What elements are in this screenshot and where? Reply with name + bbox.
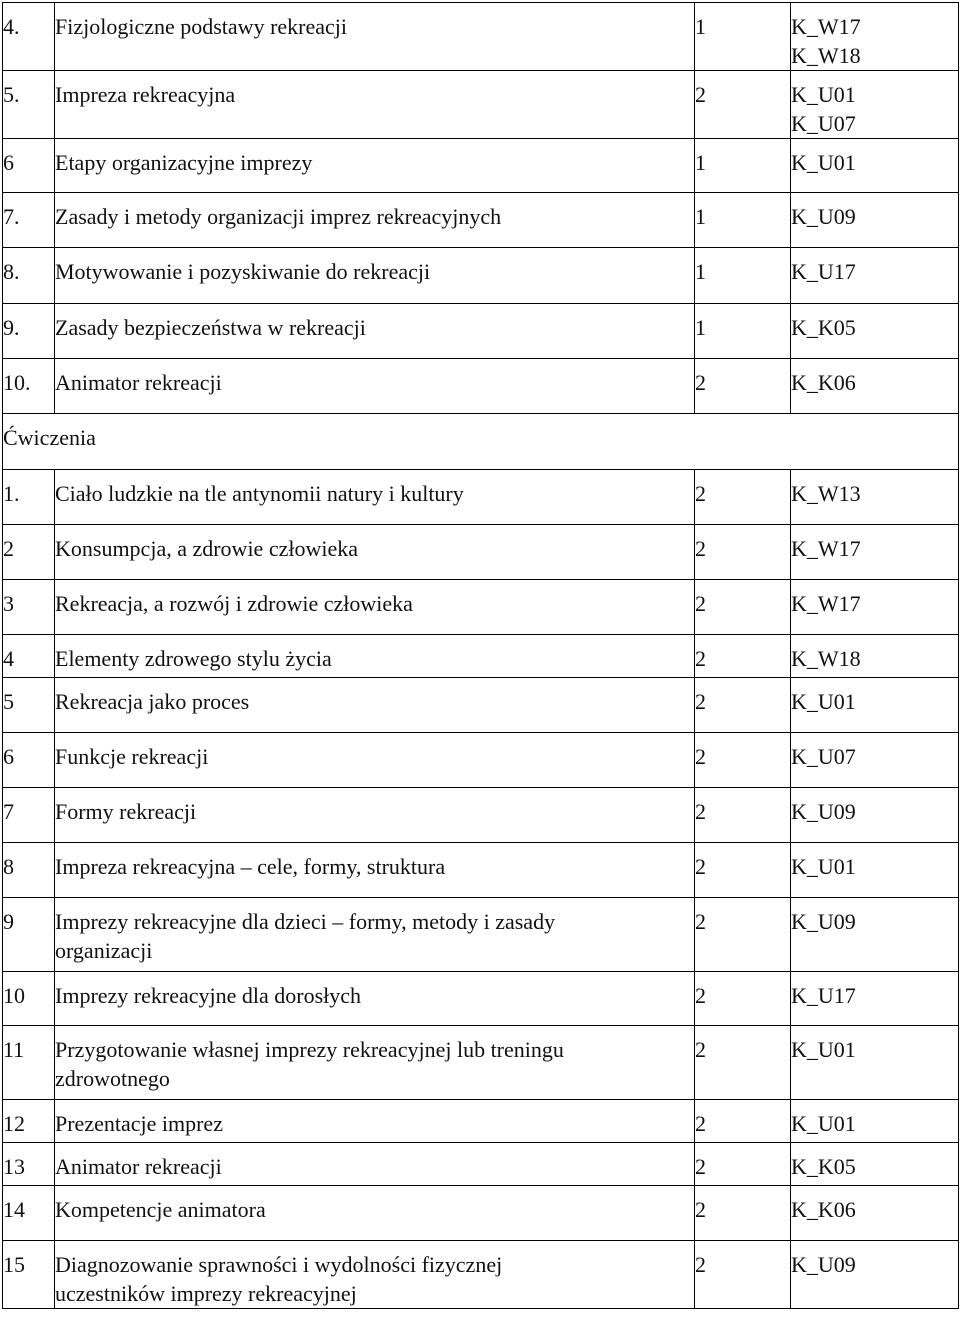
row-topic [55,1026,695,1100]
row-codes [791,678,959,733]
row-codes [791,788,959,843]
row-topic [55,972,695,1026]
section-heading [3,414,959,470]
row-codes [791,248,959,304]
row-hours-text: 2 [695,854,706,879]
row-codes-line: K_U01 [791,854,856,879]
table-row [3,359,959,414]
row-topic [55,1143,695,1186]
table-row [3,972,959,1026]
row-hours-text: 2 [695,1154,706,1179]
row-hours [695,1186,791,1241]
table-row [3,580,959,635]
table-row [3,788,959,843]
row-topic-line: Etapy organizacyjne imprezy [55,150,313,175]
row-codes [791,1186,959,1241]
row-hours [695,1026,791,1100]
table-row [3,1100,959,1143]
row-topic [55,3,695,71]
row-number-text: 12 [3,1111,25,1136]
row-topic-line: Przygotowanie własnej imprezy rekreacyjnej lub treningu [55,1037,564,1062]
row-topic-line: Zasady i metody organizacji imprez rekreacyjnych [55,204,502,229]
row-codes-line: K_U17 [791,259,856,284]
row-codes-line: K_U17 [791,983,856,1008]
row-number-text: 8. [3,259,20,284]
row-number [3,359,55,414]
row-number [3,1143,55,1186]
table-row [3,843,959,898]
row-codes [791,304,959,359]
row-hours-text: 2 [695,983,706,1008]
row-number-text: 7. [3,204,20,229]
row-codes [791,525,959,580]
row-number-text: 6 [3,150,14,175]
row-hours [695,139,791,193]
row-hours [695,1241,791,1309]
row-topic-line: Diagnozowanie sprawności i wydolności fizycznej [55,1252,503,1277]
row-number-text: 14 [3,1197,25,1222]
row-number [3,972,55,1026]
row-codes [791,3,959,71]
row-codes-line: K_U07 [791,744,856,769]
row-codes-line: K_U01 [791,689,856,714]
row-hours-text: 1 [695,204,706,229]
row-number-text: 8 [3,854,14,879]
row-topic-line: Rekreacja jako proces [55,689,250,714]
row-hours [695,3,791,71]
row-number [3,3,55,71]
row-number [3,1100,55,1143]
row-topic-line: zdrowotnego [55,1066,170,1091]
row-number-text: 13 [3,1154,25,1179]
row-hours [695,71,791,139]
row-hours [695,525,791,580]
row-number-text: 3 [3,591,14,616]
row-topic-line: Prezentacje imprez [55,1111,223,1136]
row-codes-line: K_U09 [791,1252,856,1277]
row-topic [55,788,695,843]
row-hours [695,898,791,972]
table-row [3,3,959,71]
row-codes [791,139,959,193]
row-topic-line: Funkcje rekreacji [55,744,209,769]
row-topic [55,1100,695,1143]
section-row [3,414,959,470]
table-row [3,139,959,193]
row-codes-line: K_U01 [791,82,856,107]
row-codes [791,359,959,414]
table-row [3,525,959,580]
row-number-text: 4 [3,646,14,671]
row-hours-text: 1 [695,259,706,284]
row-number-text: 7 [3,799,14,824]
table-row [3,678,959,733]
row-hours [695,193,791,248]
row-number [3,580,55,635]
row-hours-text: 2 [695,1111,706,1136]
row-hours-text: 2 [695,1037,706,1062]
row-codes [791,733,959,788]
program-table-body [3,3,959,1309]
row-codes-line: K_W17 [791,14,861,39]
row-topic [55,470,695,525]
row-number [3,139,55,193]
row-hours [695,972,791,1026]
row-codes-line: K_W18 [791,646,861,671]
row-codes [791,1100,959,1143]
row-topic-line: Animator rekreacji [55,370,222,395]
row-number [3,1241,55,1309]
row-topic [55,359,695,414]
row-topic [55,580,695,635]
row-codes-line: K_U01 [791,1037,856,1062]
row-hours [695,843,791,898]
row-number [3,635,55,678]
row-topic [55,733,695,788]
row-number [3,678,55,733]
table-row [3,71,959,139]
row-topic [55,843,695,898]
table-row [3,1026,959,1100]
row-codes-line: K_W13 [791,481,861,506]
row-number-text: 6 [3,744,14,769]
row-hours [695,580,791,635]
row-hours [695,470,791,525]
table-row [3,304,959,359]
row-codes [791,843,959,898]
table-row [3,733,959,788]
row-hours-text: 2 [695,909,706,934]
row-hours [695,359,791,414]
row-hours [695,1100,791,1143]
row-topic [55,193,695,248]
row-number [3,304,55,359]
row-topic [55,635,695,678]
row-number [3,1186,55,1241]
row-codes-line: K_K05 [791,1154,856,1179]
row-codes [791,193,959,248]
row-hours [695,304,791,359]
row-codes-line: K_U01 [791,150,856,175]
row-topic-line: Rekreacja, a rozwój i zdrowie człowieka [55,591,413,616]
table-row [3,1186,959,1241]
table-row [3,635,959,678]
row-topic-line: Zasady bezpieczeństwa w rekreacji [55,315,366,340]
row-topic [55,71,695,139]
row-number-text: 11 [3,1037,25,1062]
row-hours-text: 2 [695,646,706,671]
row-number [3,470,55,525]
row-number [3,1026,55,1100]
row-hours-text: 2 [695,370,706,395]
row-topic [55,248,695,304]
row-number [3,193,55,248]
row-topic-line: organizacji [55,938,153,963]
row-topic-line: Kompetencje animatora [55,1197,266,1222]
row-topic [55,678,695,733]
row-codes-line: K_K06 [791,370,856,395]
row-number [3,788,55,843]
table-row [3,470,959,525]
row-codes [791,898,959,972]
row-number [3,733,55,788]
table-row [3,1143,959,1186]
row-codes-line: K_W17 [791,536,861,561]
row-number [3,525,55,580]
row-topic [55,898,695,972]
row-hours [695,1143,791,1186]
row-codes [791,1143,959,1186]
row-codes [791,1241,959,1309]
row-hours-text: 1 [695,14,706,39]
row-topic-line: Fizjologiczne podstawy rekreacji [55,14,348,39]
row-hours-text: 2 [695,536,706,561]
row-topic-line: Impreza rekreacyjna – cele, formy, struktura [55,854,446,879]
table-row [3,1241,959,1309]
row-number-text: 5 [3,689,14,714]
table-row [3,248,959,304]
row-topic-line: Konsumpcja, a zdrowie człowieka [55,536,358,561]
row-number [3,71,55,139]
row-topic-line: Impreza rekreacyjna [55,82,236,107]
row-codes-line: K_W18 [791,43,861,68]
row-number-text: 10. [3,370,31,395]
row-hours-text: 2 [695,689,706,714]
row-topic-line: uczestników imprezy rekreacyjnej [55,1281,357,1306]
row-codes-line: K_K06 [791,1197,856,1222]
row-topic [55,139,695,193]
row-hours-text: 1 [695,315,706,340]
row-number-text: 9. [3,315,20,340]
row-codes-line: K_U01 [791,1111,856,1136]
row-hours [695,678,791,733]
row-topic [55,304,695,359]
table-row [3,898,959,972]
row-hours-text: 2 [695,744,706,769]
row-codes [791,470,959,525]
row-number-text: 2 [3,536,14,561]
row-number [3,843,55,898]
row-hours-text: 1 [695,150,706,175]
row-codes [791,635,959,678]
row-topic-line: Imprezy rekreacyjne dla dorosłych [55,983,362,1008]
row-hours-text: 2 [695,82,706,107]
row-codes [791,972,959,1026]
row-number-text: 15 [3,1252,25,1277]
row-hours [695,788,791,843]
table-row [3,193,959,248]
row-codes-line: K_U09 [791,799,856,824]
row-number [3,248,55,304]
row-topic [55,1186,695,1241]
row-topic-line: Elementy zdrowego stylu życia [55,646,332,671]
row-topic [55,1241,695,1309]
row-number-text: 10 [3,983,25,1008]
row-topic-line: Formy rekreacji [55,799,197,824]
row-topic [55,525,695,580]
row-codes [791,1026,959,1100]
row-codes [791,580,959,635]
row-hours [695,733,791,788]
row-topic-line: Animator rekreacji [55,1154,222,1179]
row-codes-line: K_U09 [791,909,856,934]
section-heading-text: Ćwiczenia [3,425,96,450]
row-number-text: 4. [3,14,20,39]
row-hours-text: 2 [695,481,706,506]
row-hours [695,248,791,304]
row-number [3,898,55,972]
row-topic-line: Ciało ludzkie na tle antynomii natury i kultury [55,481,464,506]
row-hours-text: 2 [695,799,706,824]
row-hours-text: 2 [695,1197,706,1222]
row-hours-text: 2 [695,1252,706,1277]
row-hours-text: 2 [695,591,706,616]
row-number-text: 5. [3,82,20,107]
program-table [2,2,959,1309]
row-topic-line: Motywowanie i pozyskiwanie do rekreacji [55,259,431,284]
row-number-text: 9 [3,909,14,934]
row-codes-line: K_U09 [791,204,856,229]
row-codes-line: K_K05 [791,315,856,340]
row-codes-line: K_U07 [791,111,856,136]
row-number-text: 1. [3,481,20,506]
row-codes-line: K_W17 [791,591,861,616]
row-codes [791,71,959,139]
row-topic-line: Imprezy rekreacyjne dla dzieci – formy, metody i zasady [55,909,556,934]
row-hours [695,635,791,678]
